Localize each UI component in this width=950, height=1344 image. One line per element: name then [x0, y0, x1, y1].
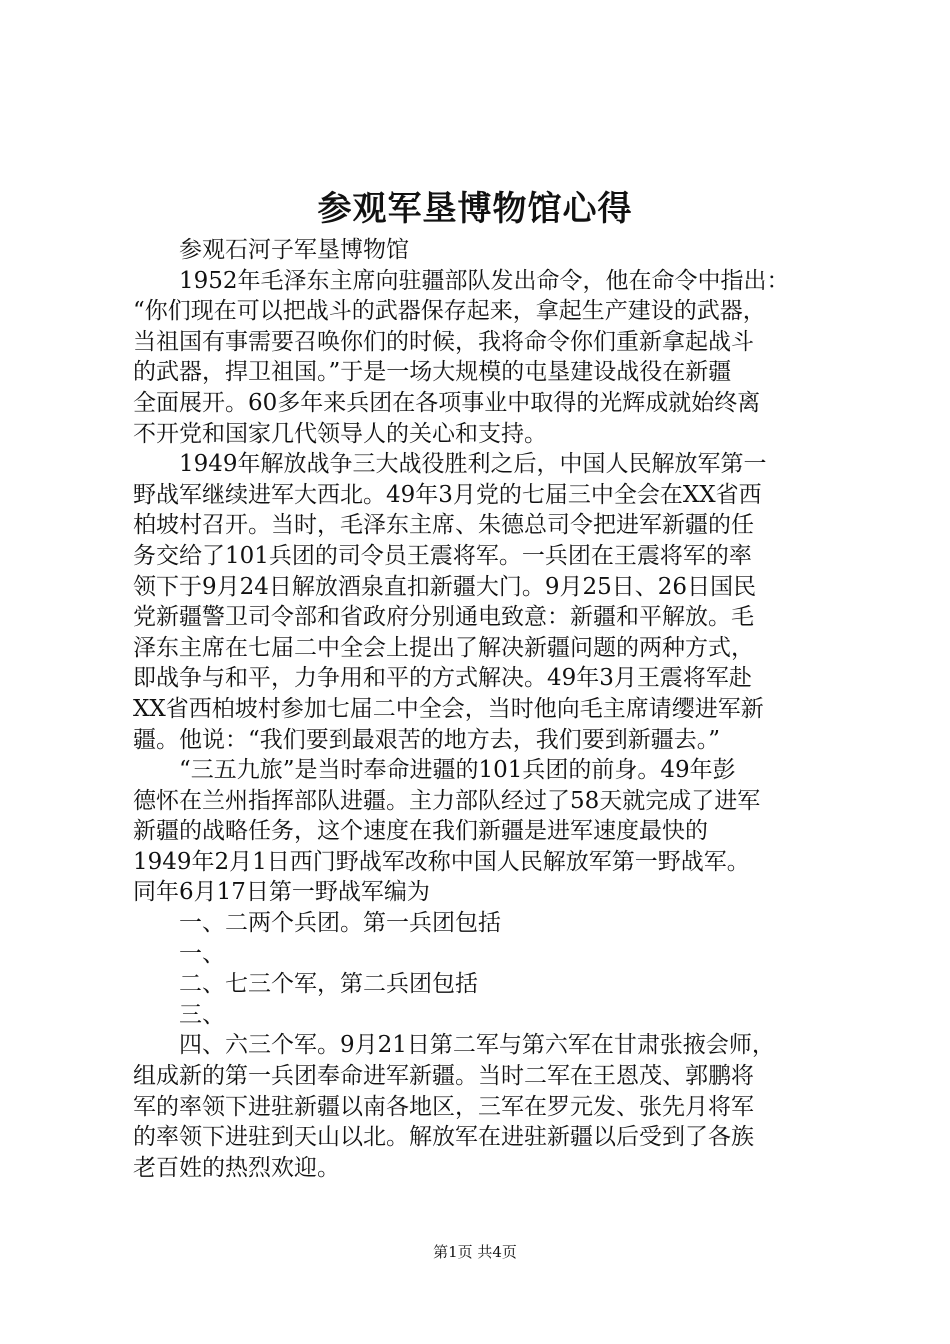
- body-line: 不开党和国家几代领导人的关心和支持。: [133, 420, 547, 447]
- body-line: 全面展开。60多年来兵团在各项事业中取得的光辉成就始终离: [133, 389, 761, 416]
- body-line: 参观石河子军垦博物馆: [179, 237, 409, 263]
- body-line: 的武器，捍卫祖国。”于是一场大规模的屯垦建设战役在新疆: [133, 359, 732, 386]
- body-line: 柏坡村召开。当时，毛泽东主席、朱德总司令把进军新疆的任: [133, 512, 754, 539]
- body-line: 组成新的第一兵团奉命进军新疆。当时二军在王恩茂、郭鹏将: [133, 1063, 754, 1090]
- body-line: 1949年2月1日西门野战军改称中国人民解放军第一野战军。: [133, 848, 750, 875]
- document-title: 参观军垦博物馆心得: [317, 189, 633, 229]
- body-line: “你们现在可以把战斗的武器保存起来，拿起生产建设的武器，: [133, 298, 766, 325]
- body-line: 党新疆警卫司令部和省政府分别通电致意：新疆和平解放。毛: [133, 604, 754, 631]
- body-line: 1952年毛泽东主席向驻疆部队发出命令，他在命令中指出：: [179, 267, 790, 294]
- body-line: 老百姓的热烈欢迎。: [133, 1154, 340, 1181]
- body-line: 的率领下进驻到天山以北。解放军在进驻新疆以后受到了各族: [133, 1124, 754, 1151]
- body-line: 德怀在兰州指挥部队进疆。主力部队经过了58天就完成了进军: [133, 787, 761, 814]
- body-line: 一、二两个兵团。第一兵团包括: [179, 910, 501, 937]
- body-line: 野战军继续进军大西北。49年3月党的七届三中全会在XX省西: [133, 481, 762, 508]
- body-line: 务交给了101兵团的司令员王震将军。一兵团在王震将军的率: [133, 542, 752, 569]
- body-line: XX省西柏坡村参加七届二中全会，当时他向毛主席请缨进军新: [133, 695, 764, 722]
- body-line: 泽东主席在七届二中全会上提出了解决新疆问题的两种方式，: [133, 634, 754, 661]
- body-line: 同年6月17日第一野战军编为: [133, 879, 430, 906]
- body-line: 四、六三个军。9月21日第二军与第六军在甘肃张掖会师，: [179, 1032, 775, 1059]
- body-line: 二、七三个军，第二兵团包括: [179, 971, 478, 998]
- body-line: 三、: [179, 1001, 225, 1028]
- body-line: 领下于9月24日解放酒泉直扣新疆大门。9月25日、26日国民: [133, 573, 757, 600]
- body-line: 1949年解放战争三大战役胜利之后，中国人民解放军第一: [179, 451, 767, 478]
- body-line: 军的率领下进驻新疆以南各地区，三军在罗元发、张先月将军: [133, 1093, 754, 1120]
- body-line: 一、: [179, 940, 225, 967]
- body-line: “三五九旅”是当时奉命进疆的101兵团的前身。49年彭: [179, 757, 736, 784]
- document-body: [133, 235, 845, 1183]
- body-line: 新疆的战略任务，这个速度在我们新疆是进军速度最快的: [133, 818, 708, 845]
- body-line: 疆。他说：“我们要到最艰苦的地方去，我们要到新疆去。”: [133, 726, 721, 753]
- page-footer: 第1页 共4页: [433, 1243, 517, 1261]
- body-line: 即战争与和平，力争用和平的方式解决。49年3月王震将军赴: [133, 665, 752, 692]
- body-line: 当祖国有事需要召唤你们的时候，我将命令你们重新拿起战斗: [133, 328, 754, 355]
